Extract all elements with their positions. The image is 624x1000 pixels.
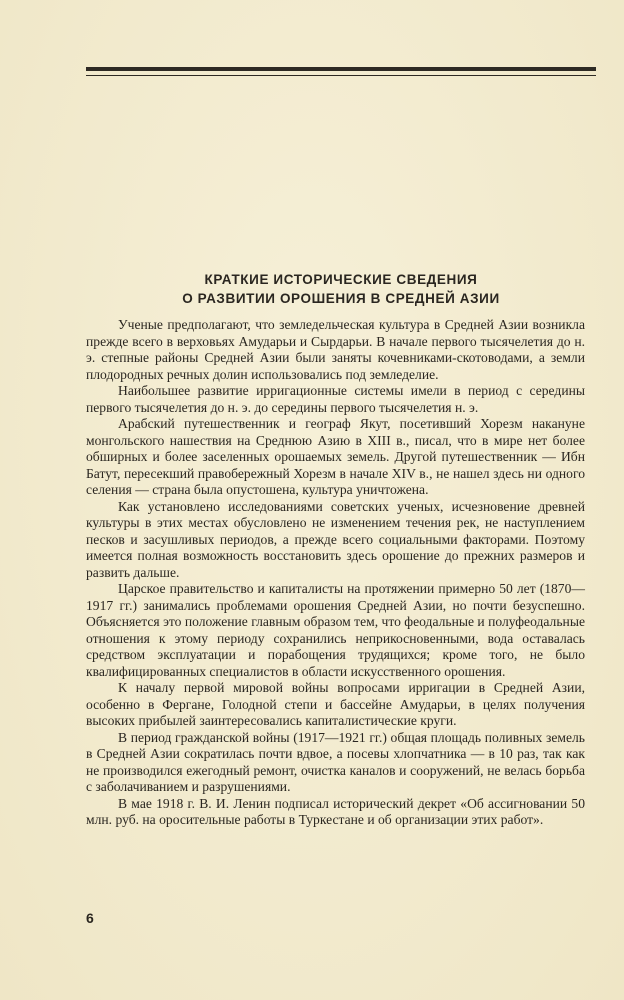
paragraph: Наибольшее развитие ирригационные системы имели в период с середины первого тысячелетия до н. э. до середины первого тысячелетия н. э. xyxy=(86,383,585,415)
paragraph: К началу первой мировой войны вопросами ирригации в Средней Азии, особенно в Фергане, Голодной степи и бассейне Амударьи, в целях получения высоких прибылей заинтересовались капиталистические круги. xyxy=(86,680,585,728)
heading-line-2: О РАЗВИТИИ ОРОШЕНИЯ В СРЕДНЕЙ АЗИИ xyxy=(182,291,500,306)
paragraph: Арабский путешественник и географ Якут, посетивший Хорезм накануне монгольского нашествия на Среднюю Азию в XIII в., писал, что в мире нет более обширных и более заселенных орошаемых земель. Другой путешественник — Ибн Батут, пересекший правобережный Хорезм в начале XIV в., не нашел здесь ни одного селения — страна была опустошена, культура уничтожена. xyxy=(86,416,585,497)
paragraph: Царское правительство и капиталисты на протяжении примерно 50 лет (1870—1917 гг.) занимались проблемами орошения Средней Азии, но почти безуспешно. Объясняется это положение главным образом тем, что феодальные и полуфеодальные отношения к этому периоду сохранились неприкосновенными, вода оставалась средством эксплуатации и порабощения трудящихся; кроме того, не было квалифицированных специалистов в области искусственного орошения. xyxy=(86,581,585,679)
heading-line-1: КРАТКИЕ ИСТОРИЧЕСКИЕ СВЕДЕНИЯ xyxy=(204,272,478,287)
paragraph: Как установлено исследованиями советских ученых, исчезновение древней культуры в этих местах обусловлено не изменением течения рек, не наступлением песков и засушливых периодов, а прежде всего социальными факторами. Поэтому имеется полная возможность восстановить здесь орошение до прежних размеров и развить дальше. xyxy=(86,498,585,580)
paragraph: В мае 1918 г. В. И. Ленин подписал исторический декрет «Об ассигновании 50 млн. руб. на оросительные работы в Туркестане и об организации этих работ». xyxy=(86,795,585,827)
header-rule-thin xyxy=(86,75,596,76)
paragraph: Ученые предполагают, что земледельческая культура в Средней Азии возникла прежде всего в верховьях Амударьи и Сырдарьи. В начале первого тысячелетия до н. э. степные районы Средней Азии были заняты кочевниками-скотоводами, а земли плодородных речных долин использовались под земледелие. xyxy=(86,317,585,382)
page-number: 6 xyxy=(86,910,94,926)
paragraph: В период гражданской войны (1917—1921 гг.) общая площадь поливных земель в Средней Азии сократилась почти вдвое, а посевы хлопчатника — в 10 раз, так как не производился ежегодный ремонт, очистка каналов и сооружений, не велась борьба с заболачиванием и разрушениями. xyxy=(86,729,585,794)
section-heading xyxy=(86,270,596,308)
header-rule-thick xyxy=(86,67,596,71)
body-text xyxy=(86,317,585,829)
